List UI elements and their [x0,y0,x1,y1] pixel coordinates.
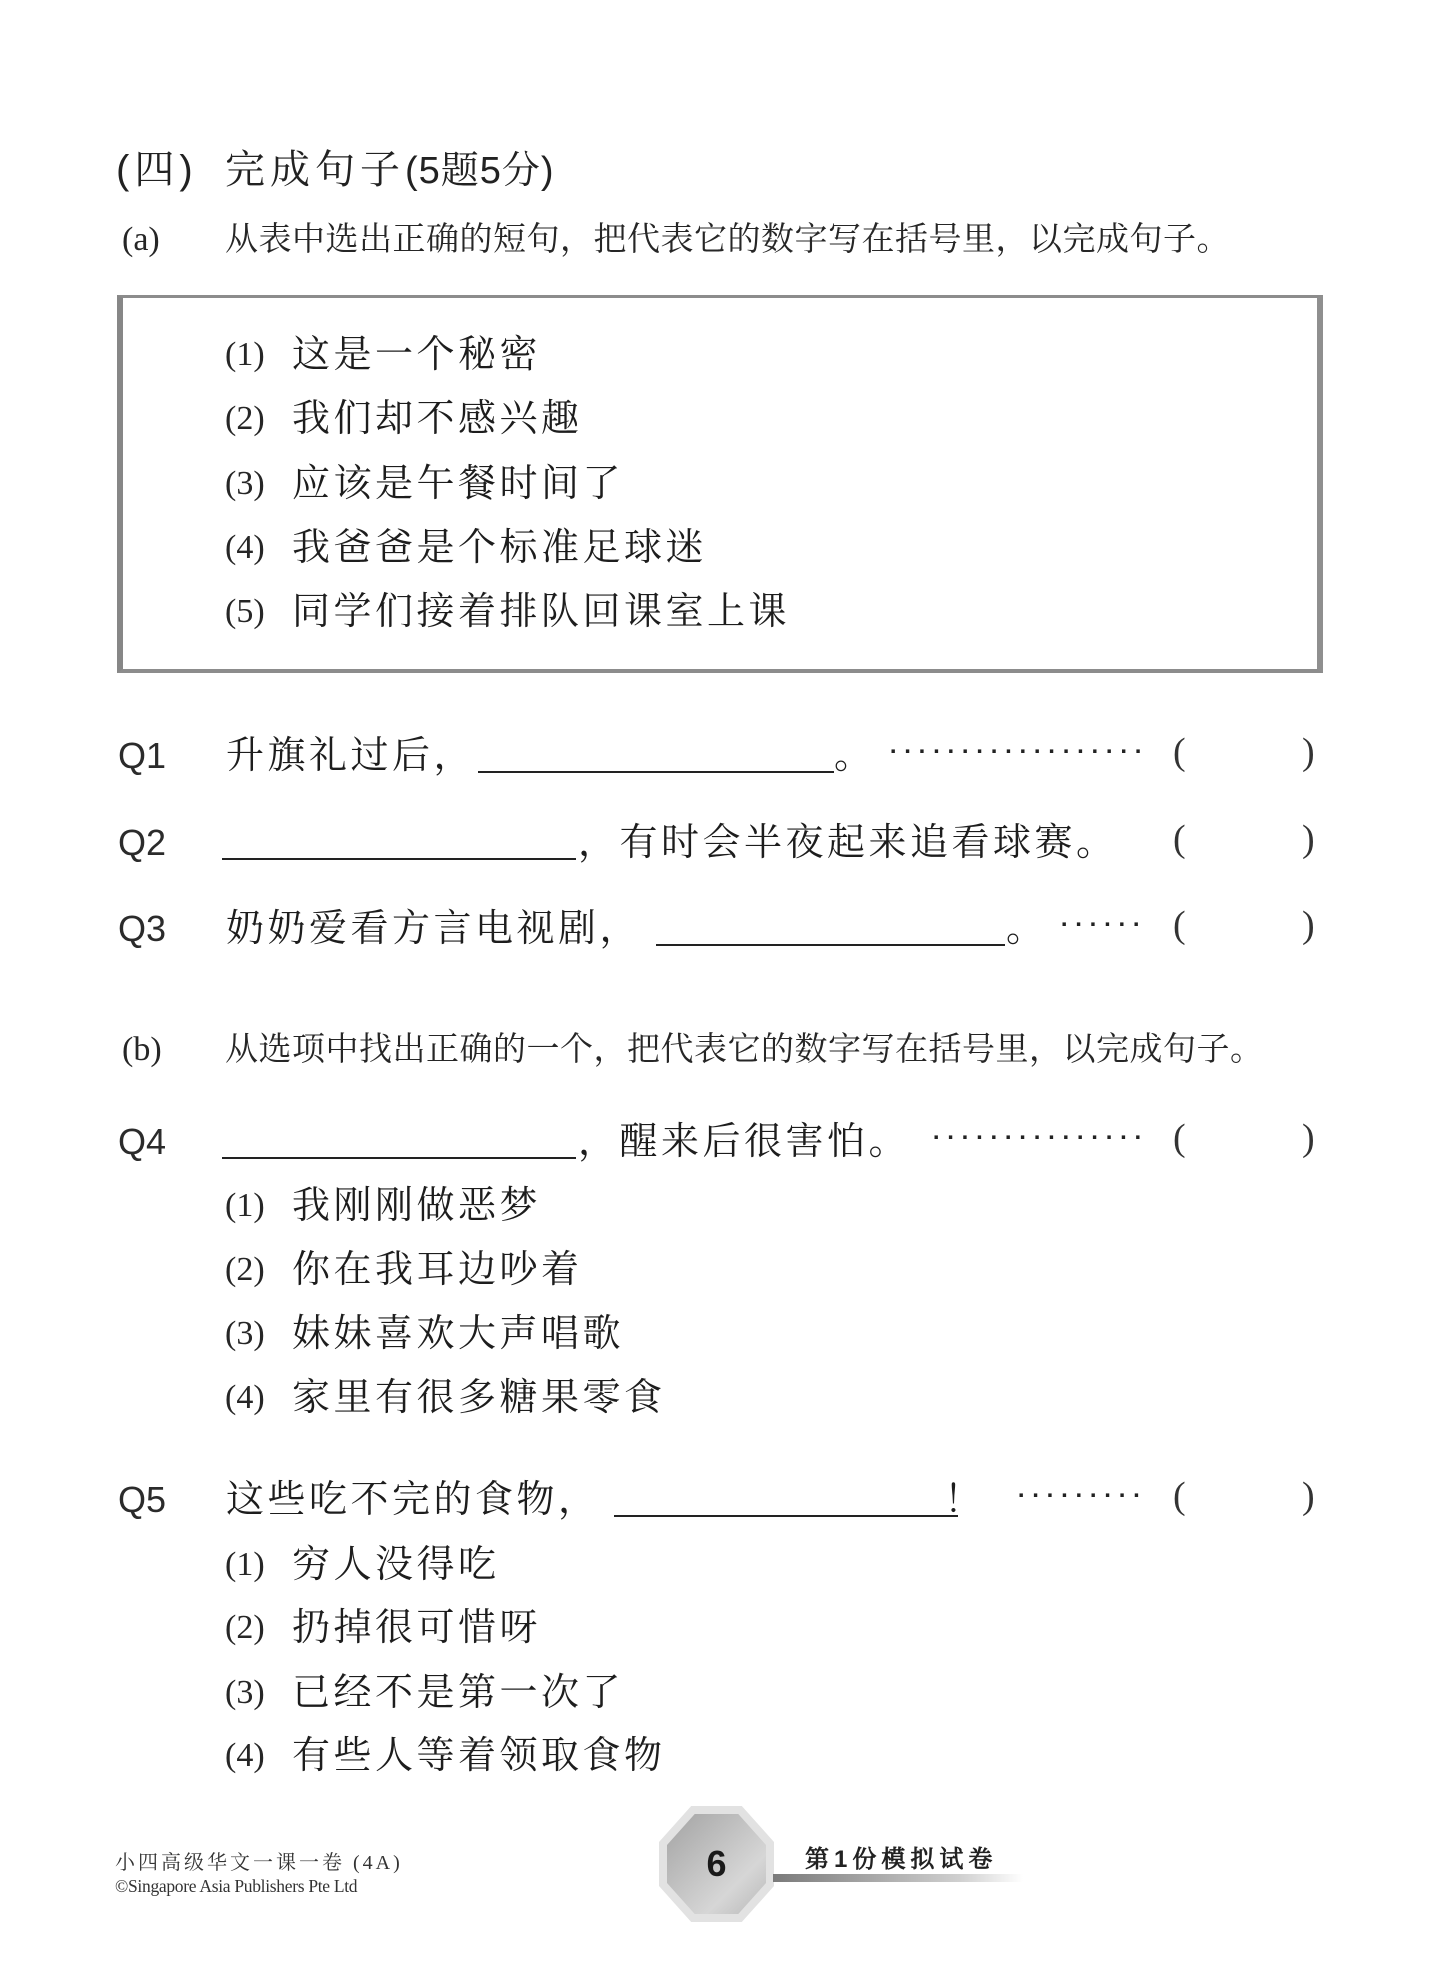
question-text-before: 奶奶爱看方言电视剧， [226,908,642,950]
option-item [0,1731,1445,1781]
question-text-before: 升旗礼过后， [226,735,476,777]
section-header [0,145,1445,195]
answer-blank [222,1157,576,1159]
option-text: 有些人等着领取食物 [292,1735,666,1777]
phrase-item [0,394,1445,444]
phrase-number: (4) [225,529,265,566]
answer-bracket-close: ) [1302,904,1315,946]
option-text: 妹妹喜欢大声唱歌 [292,1313,625,1355]
section-number: (四) [116,148,198,192]
section-title [225,145,555,196]
question-text-before: 这些吃不完的食物， [226,1479,600,1521]
answer-blank [656,944,1005,946]
question-text-after: ！ [944,1479,986,1521]
book-title: 小四高级华文一课一卷 (4A) [115,1852,403,1874]
phrase-item [0,330,1445,380]
phrase-number: (1) [225,336,265,373]
option-number: (1) [225,1187,265,1224]
leader-dots: ··············· [929,1125,1146,1152]
part-a-instruction: 从表中选出正确的短句，把代表它的数字写在括号里，以完成句子。 [225,222,1230,258]
answer-blank [478,771,834,773]
option-item [0,1668,1445,1718]
option-item [0,1309,1445,1359]
answer-bracket-close: ) [1302,731,1315,773]
phrase-number: (3) [225,465,265,502]
option-text: 我刚刚做恶梦 [292,1185,542,1227]
page-number: 6 [706,1843,727,1884]
answer-bracket-open: ( [1173,818,1186,860]
answer-blank [222,858,576,860]
phrase-item [0,523,1445,573]
phrase-number: (2) [225,400,265,437]
option-text: 已经不是第一次了 [292,1672,625,1714]
answer-blank [614,1515,958,1517]
section-score: (5题5分) [405,150,555,192]
question-id: Q2 [118,822,167,863]
answer-bracket-open: ( [1173,731,1186,773]
phrase-text: 应该是午餐时间了 [292,463,625,505]
answer-bracket-open: ( [1173,1117,1186,1159]
option-item [0,1245,1445,1295]
phrase-text: 我们却不感兴趣 [292,398,583,440]
option-item [0,1540,1445,1590]
phrase-item [0,587,1445,637]
option-number: (4) [225,1379,265,1416]
question-text-after: ，有时会半夜起来追看球赛。 [578,822,1118,864]
option-number: (4) [225,1737,265,1774]
leader-dots: ·················· [886,739,1146,766]
phrase-item [0,459,1445,509]
question-text-after: ，醒来后很害怕。 [578,1121,911,1163]
footer-left [115,1851,403,1897]
phrase-number: (5) [225,593,265,630]
option-number: (2) [225,1251,265,1288]
question-q4 [0,1117,1445,1167]
option-text: 你在我耳边吵着 [292,1249,583,1291]
question-id: Q1 [118,735,167,776]
option-number: (3) [225,1674,265,1711]
part-b-label: (b) [122,1031,162,1068]
answer-bracket-close: ) [1302,818,1315,860]
question-text-after: 。 [1006,908,1048,950]
part-b-instruction: 从选项中找出正确的一个，把代表它的数字写在括号里，以完成句子。 [225,1032,1264,1068]
option-number: (2) [225,1609,265,1646]
copyright: ©Singapore Asia Publishers Pte Ltd [115,1876,358,1896]
answer-bracket-open: ( [1173,1475,1186,1517]
leader-dots: ······ [1057,912,1144,939]
question-text-after: 。 [834,735,876,777]
answer-bracket-close: ) [1302,1475,1315,1517]
option-text: 家里有很多糖果零食 [292,1377,666,1419]
answer-bracket-open: ( [1173,904,1186,946]
option-number: (3) [225,1315,265,1352]
question-id: Q5 [118,1479,167,1520]
part-a-label: (a) [122,221,160,258]
option-number: (1) [225,1546,265,1583]
phrase-text: 同学们接着排队回课室上课 [292,591,791,633]
question-id: Q3 [118,908,167,949]
option-text: 扔掉很可惜呀 [292,1607,542,1649]
option-item [0,1373,1445,1423]
answer-bracket-close: ) [1302,1117,1315,1159]
leader-dots: ········· [1014,1483,1144,1510]
option-item [0,1181,1445,1231]
phrase-text: 我爸爸是个标准足球迷 [292,527,708,569]
paper-label: 第1份模拟试卷 [805,1846,998,1873]
option-text: 穷人没得吃 [292,1544,500,1586]
section-title-text: 完成句子 [225,148,405,192]
part-a-instruction-row [0,215,1445,265]
phrase-text: 这是一个秘密 [292,334,542,376]
question-q5 [0,1475,1445,1525]
part-b-instruction-row [0,1025,1445,1075]
option-item [0,1603,1445,1653]
question-q2 [0,818,1445,868]
question-id: Q4 [118,1121,167,1162]
question-q3 [0,904,1445,954]
question-q1 [0,731,1445,781]
